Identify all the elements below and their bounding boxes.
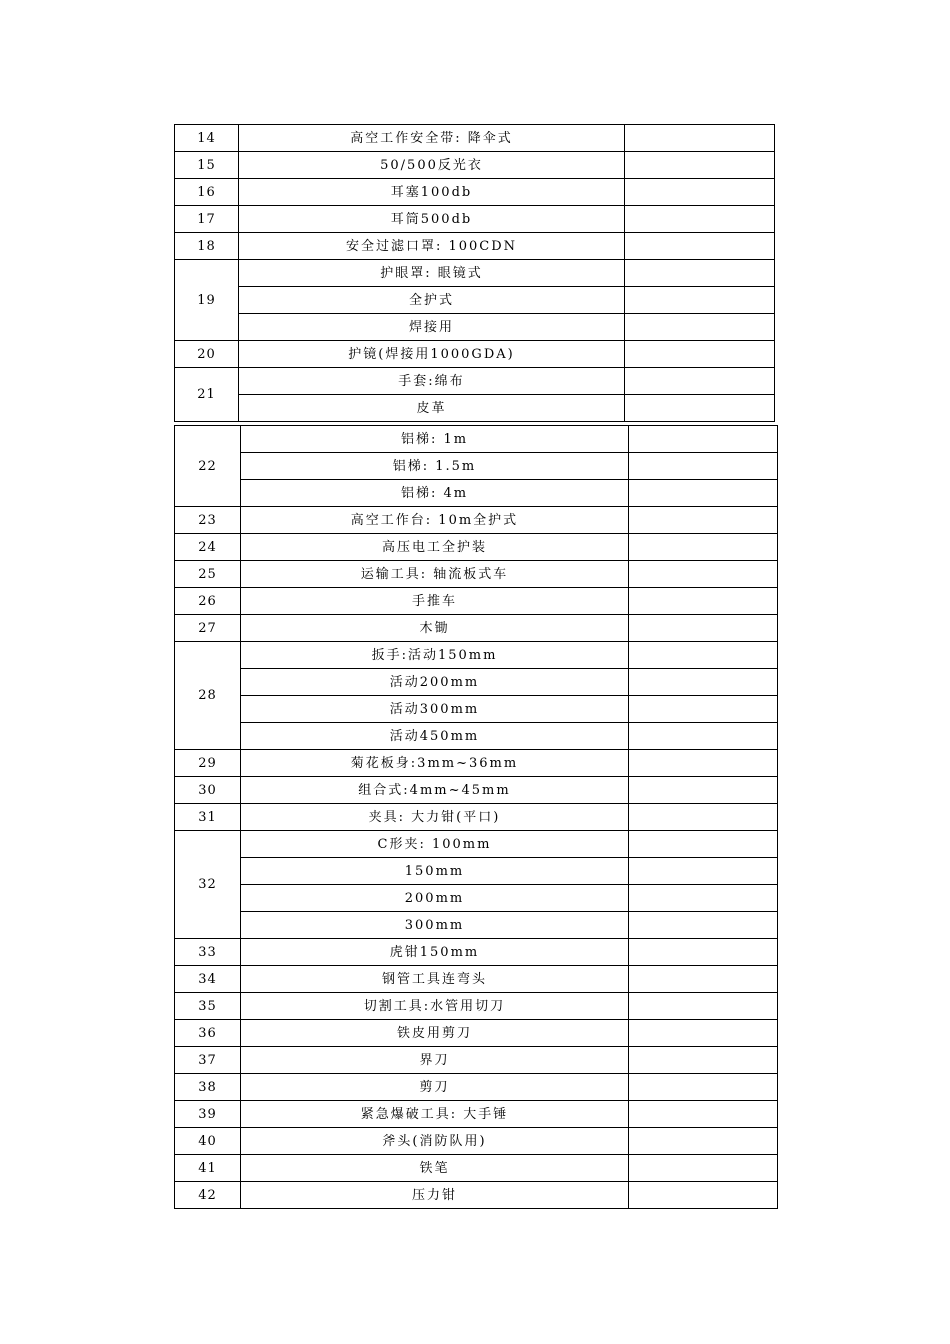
item-name: 铝梯: 4m bbox=[241, 480, 629, 507]
item-name: 斧头(消防队用) bbox=[241, 1128, 629, 1155]
blank-cell bbox=[629, 723, 778, 750]
row-number: 41 bbox=[175, 1155, 241, 1182]
row-number: 28 bbox=[175, 642, 241, 750]
item-name: 150mm bbox=[241, 858, 629, 885]
row-number: 24 bbox=[175, 534, 241, 561]
blank-cell bbox=[629, 939, 778, 966]
row-number: 29 bbox=[175, 750, 241, 777]
blank-cell bbox=[629, 993, 778, 1020]
item-name: 菊花板身:3mm~36mm bbox=[241, 750, 629, 777]
table-row bbox=[175, 939, 778, 966]
table-row bbox=[175, 287, 775, 314]
item-name: 手推车 bbox=[241, 588, 629, 615]
row-number: 23 bbox=[175, 507, 241, 534]
blank-cell bbox=[625, 125, 775, 152]
row-number: 22 bbox=[175, 426, 241, 507]
blank-cell bbox=[625, 152, 775, 179]
blank-cell bbox=[629, 561, 778, 588]
equipment-table-bottom bbox=[174, 425, 778, 1209]
blank-cell bbox=[629, 642, 778, 669]
blank-cell bbox=[629, 777, 778, 804]
item-name: 铁笔 bbox=[241, 1155, 629, 1182]
row-number: 40 bbox=[175, 1128, 241, 1155]
item-name: 活动200mm bbox=[241, 669, 629, 696]
table-row bbox=[175, 588, 778, 615]
table-row bbox=[175, 1101, 778, 1128]
item-name: 安全过滤口罩: 100CDN bbox=[239, 233, 625, 260]
blank-cell bbox=[629, 1128, 778, 1155]
row-number: 21 bbox=[175, 368, 239, 422]
table-row bbox=[175, 1047, 778, 1074]
item-name: C形夹: 100mm bbox=[241, 831, 629, 858]
table-row bbox=[175, 1074, 778, 1101]
blank-cell bbox=[629, 1101, 778, 1128]
item-name: 护镜(焊接用1000GDA) bbox=[239, 341, 625, 368]
row-number: 15 bbox=[175, 152, 239, 179]
table-row bbox=[175, 858, 778, 885]
item-name: 剪刀 bbox=[241, 1074, 629, 1101]
blank-cell bbox=[629, 1074, 778, 1101]
row-number: 36 bbox=[175, 1020, 241, 1047]
item-name: 切割工具:水管用切刀 bbox=[241, 993, 629, 1020]
blank-cell bbox=[629, 831, 778, 858]
row-number: 14 bbox=[175, 125, 239, 152]
item-name: 200mm bbox=[241, 885, 629, 912]
item-name: 耳塞100db bbox=[239, 179, 625, 206]
blank-cell bbox=[629, 453, 778, 480]
item-name: 铝梯: 1m bbox=[241, 426, 629, 453]
item-name: 50/500反光衣 bbox=[239, 152, 625, 179]
blank-cell bbox=[629, 1182, 778, 1209]
item-name: 运输工具: 轴流板式车 bbox=[241, 561, 629, 588]
item-name: 组合式:4mm~45mm bbox=[241, 777, 629, 804]
row-number: 30 bbox=[175, 777, 241, 804]
row-number: 42 bbox=[175, 1182, 241, 1209]
blank-cell bbox=[625, 179, 775, 206]
table-row bbox=[175, 777, 778, 804]
table-row bbox=[175, 561, 778, 588]
item-name: 虎钳150mm bbox=[241, 939, 629, 966]
row-number: 17 bbox=[175, 206, 239, 233]
table-row bbox=[175, 966, 778, 993]
table-row bbox=[175, 750, 778, 777]
blank-cell bbox=[625, 260, 775, 287]
item-name: 高空工作安全带: 降伞式 bbox=[239, 125, 625, 152]
blank-cell bbox=[629, 534, 778, 561]
table-row bbox=[175, 1155, 778, 1182]
row-number: 27 bbox=[175, 615, 241, 642]
row-number: 18 bbox=[175, 233, 239, 260]
table-row bbox=[175, 696, 778, 723]
blank-cell bbox=[629, 1047, 778, 1074]
table-row bbox=[175, 669, 778, 696]
row-number: 26 bbox=[175, 588, 241, 615]
item-name: 钢管工具连弯头 bbox=[241, 966, 629, 993]
blank-cell bbox=[629, 966, 778, 993]
table-row bbox=[175, 1182, 778, 1209]
table-row bbox=[175, 206, 775, 233]
item-name: 扳手:活动150mm bbox=[241, 642, 629, 669]
table-row bbox=[175, 152, 775, 179]
table-row bbox=[175, 314, 775, 341]
blank-cell bbox=[629, 669, 778, 696]
item-name: 夹具: 大力钳(平口) bbox=[241, 804, 629, 831]
table-row bbox=[175, 615, 778, 642]
blank-cell bbox=[629, 696, 778, 723]
row-number: 31 bbox=[175, 804, 241, 831]
blank-cell bbox=[625, 287, 775, 314]
table-row bbox=[175, 885, 778, 912]
item-name: 活动450mm bbox=[241, 723, 629, 750]
item-name: 压力钳 bbox=[241, 1182, 629, 1209]
row-number: 34 bbox=[175, 966, 241, 993]
item-name: 紧急爆破工具: 大手锤 bbox=[241, 1101, 629, 1128]
row-number: 16 bbox=[175, 179, 239, 206]
item-name: 铁皮用剪刀 bbox=[241, 1020, 629, 1047]
item-name: 手套:绵布 bbox=[239, 368, 625, 395]
blank-cell bbox=[629, 615, 778, 642]
row-number: 32 bbox=[175, 831, 241, 939]
blank-cell bbox=[629, 480, 778, 507]
blank-cell bbox=[625, 368, 775, 395]
table-row bbox=[175, 1020, 778, 1047]
row-number: 33 bbox=[175, 939, 241, 966]
table-row bbox=[175, 804, 778, 831]
table-row bbox=[175, 395, 775, 422]
blank-cell bbox=[629, 750, 778, 777]
table-row bbox=[175, 534, 778, 561]
table-row bbox=[175, 233, 775, 260]
item-name: 皮革 bbox=[239, 395, 625, 422]
blank-cell bbox=[629, 885, 778, 912]
item-name: 木锄 bbox=[241, 615, 629, 642]
blank-cell bbox=[629, 858, 778, 885]
equipment-table-top bbox=[174, 124, 775, 422]
table-row bbox=[175, 507, 778, 534]
row-number: 37 bbox=[175, 1047, 241, 1074]
item-name: 活动300mm bbox=[241, 696, 629, 723]
table-row bbox=[175, 480, 778, 507]
blank-cell bbox=[629, 507, 778, 534]
table-row bbox=[175, 831, 778, 858]
item-name: 护眼罩: 眼镜式 bbox=[239, 260, 625, 287]
item-name: 全护式 bbox=[239, 287, 625, 314]
table-row bbox=[175, 341, 775, 368]
table-row bbox=[175, 912, 778, 939]
blank-cell bbox=[629, 1020, 778, 1047]
blank-cell bbox=[625, 314, 775, 341]
table-row bbox=[175, 993, 778, 1020]
item-name: 铝梯: 1.5m bbox=[241, 453, 629, 480]
table-row bbox=[175, 723, 778, 750]
item-name: 高空工作台: 10m全护式 bbox=[241, 507, 629, 534]
blank-cell bbox=[625, 233, 775, 260]
item-name: 界刀 bbox=[241, 1047, 629, 1074]
blank-cell bbox=[625, 395, 775, 422]
blank-cell bbox=[629, 804, 778, 831]
table-row bbox=[175, 260, 775, 287]
item-name: 耳筒500db bbox=[239, 206, 625, 233]
blank-cell bbox=[629, 426, 778, 453]
blank-cell bbox=[625, 341, 775, 368]
table-row bbox=[175, 453, 778, 480]
blank-cell bbox=[629, 1155, 778, 1182]
item-name: 300mm bbox=[241, 912, 629, 939]
row-number: 35 bbox=[175, 993, 241, 1020]
table-row bbox=[175, 179, 775, 206]
item-name: 焊接用 bbox=[239, 314, 625, 341]
table-row bbox=[175, 1128, 778, 1155]
item-name: 高压电工全护装 bbox=[241, 534, 629, 561]
row-number: 38 bbox=[175, 1074, 241, 1101]
table-row bbox=[175, 426, 778, 453]
row-number: 20 bbox=[175, 341, 239, 368]
table-row bbox=[175, 125, 775, 152]
blank-cell bbox=[629, 588, 778, 615]
blank-cell bbox=[625, 206, 775, 233]
row-number: 19 bbox=[175, 260, 239, 341]
blank-cell bbox=[629, 912, 778, 939]
table-row bbox=[175, 368, 775, 395]
row-number: 39 bbox=[175, 1101, 241, 1128]
table-row bbox=[175, 642, 778, 669]
row-number: 25 bbox=[175, 561, 241, 588]
